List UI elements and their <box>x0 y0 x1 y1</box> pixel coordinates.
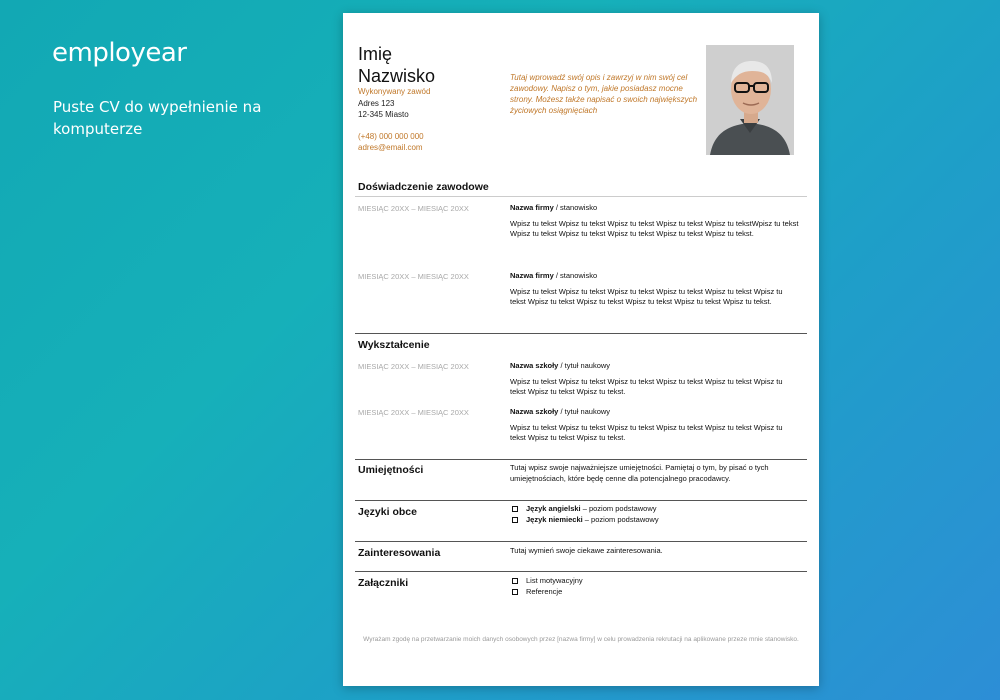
skills-text: Tutaj wpisz swoje najważniejsze umiejętności. Pamiętaj o tym, by pisać o tych umiejętnościach, które będę cenne dla potencjalnego pracodawcy. <box>510 463 769 483</box>
tagline: Puste CV do wypełnienie na komputerze <box>53 98 262 138</box>
language-name: Język niemiecki <box>526 514 583 524</box>
portrait-image <box>706 45 794 155</box>
experience-divider <box>355 196 807 197</box>
attachment-item: Referencje <box>526 587 583 598</box>
experience-date-2: MIESIĄC 20XX – MIESIĄC 20XX <box>358 272 469 281</box>
job-title: Wykonywany zawód <box>358 87 431 96</box>
education-heading: Wykształcenie <box>358 339 430 351</box>
languages-list <box>526 504 659 525</box>
address <box>358 98 409 120</box>
experience-date-1: MIESIĄC 20XX – MIESIĄC 20XX <box>358 204 469 213</box>
attachments-heading: Załączniki <box>358 577 409 589</box>
checkbox-icon <box>512 517 518 523</box>
education-date-1: MIESIĄC 20XX – MIESIĄC 20XX <box>358 362 469 371</box>
cv-name <box>358 43 435 87</box>
section-divider <box>355 459 807 460</box>
first-name: Imię <box>358 44 393 64</box>
email: adres@email.com <box>358 143 423 152</box>
cv-document <box>343 13 819 686</box>
entry-text: Wpisz tu tekst Wpisz tu tekst Wpisz tu tekst Wpisz tu tekst Wpisz tu tekst Wpisz tu tekst Wpisz tu tekst Wpisz tu tekst. <box>510 422 783 442</box>
entry-text: Wpisz tu tekst Wpisz tu tekst Wpisz tu tekst Wpisz tu tekst Wpisz tu tekst Wpisz tu tekst Wpisz tu tekst Wpisz tu tekst. <box>510 376 783 396</box>
employear-logo: employear <box>52 38 187 68</box>
interests-heading: Zainteresowania <box>358 547 441 559</box>
experience-heading: Doświadczenie zawodowe <box>358 181 489 193</box>
education-entry-2 <box>510 407 800 444</box>
school-name: Nazwa szkoły <box>510 361 559 370</box>
language-name: Język angielski <box>526 504 581 513</box>
section-divider <box>355 541 807 542</box>
education-entry-1 <box>510 361 800 398</box>
phone: (+48) 000 000 000 <box>358 132 424 141</box>
experience-entry-2 <box>510 271 800 308</box>
contact <box>358 131 424 153</box>
intro-text: Tutaj wprowadź swój opis i zawrzyj w nim swój cel zawodowy. Napisz o tym, jakie posiadasz mocne strony. Możesz także napisać o swoich największych życiowych osiągnięciach <box>510 73 698 115</box>
languages-heading: Języki obce <box>358 506 417 518</box>
company-name: Nazwa firmy <box>510 203 554 212</box>
section-divider <box>355 571 807 572</box>
section-divider <box>355 500 807 501</box>
language-item <box>526 504 659 515</box>
profile-photo <box>706 45 794 155</box>
position: / stanowisko <box>553 271 598 280</box>
checkbox-icon <box>512 506 518 512</box>
degree: / tytuł naukowy <box>558 407 611 416</box>
checkbox-icon <box>512 578 518 584</box>
entry-text: Wpisz tu tekst Wpisz tu tekst Wpisz tu tekst Wpisz tu tekst Wpisz tu tekst Wpisz tu tekst Wpisz tu tekst Wpisz tu tekst Wpisz tu tekst Wpisz tu tekst Wpisz tu tekst. <box>510 286 783 306</box>
school-name: Nazwa szkoły <box>510 407 559 416</box>
language-item <box>526 515 659 526</box>
gdpr-consent: Wyrażam zgodę na przetwarzanie moich danych osobowych przez [nazwa firmy] w celu prowadzenia rekrutacji na aplikowane przeze mnie stanowisko. <box>363 636 799 643</box>
degree: / tytuł naukowy <box>558 361 611 370</box>
education-date-2: MIESIĄC 20XX – MIESIĄC 20XX <box>358 408 469 417</box>
address-line-1: Adres 123 <box>358 99 395 108</box>
experience-entry-1 <box>510 203 800 240</box>
interests-text: Tutaj wymień swoje ciekawe zainteresowania. <box>510 546 663 555</box>
company-name: Nazwa firmy <box>510 271 554 280</box>
attachment-item: List motywacyjny <box>526 576 583 587</box>
entry-text: Wpisz tu tekst Wpisz tu tekst Wpisz tu tekst Wpisz tu tekst Wpisz tu tekstWpisz tu tekst Wpisz tu tekst Wpisz tu tekst Wpisz tu tekst Wpisz tu tekst Wpisz tu tekst. <box>510 218 799 238</box>
position: / stanowisko <box>553 203 598 212</box>
section-divider <box>355 333 807 334</box>
checkbox-icon <box>512 589 518 595</box>
skills-heading: Umiejętności <box>358 464 424 476</box>
address-line-2: 12-345 Miasto <box>358 110 409 119</box>
attachments-list <box>526 576 583 597</box>
language-level: – poziom podstawowy <box>582 514 659 524</box>
last-name: Nazwisko <box>358 66 436 86</box>
language-level: – poziom podstawowy <box>580 504 657 513</box>
